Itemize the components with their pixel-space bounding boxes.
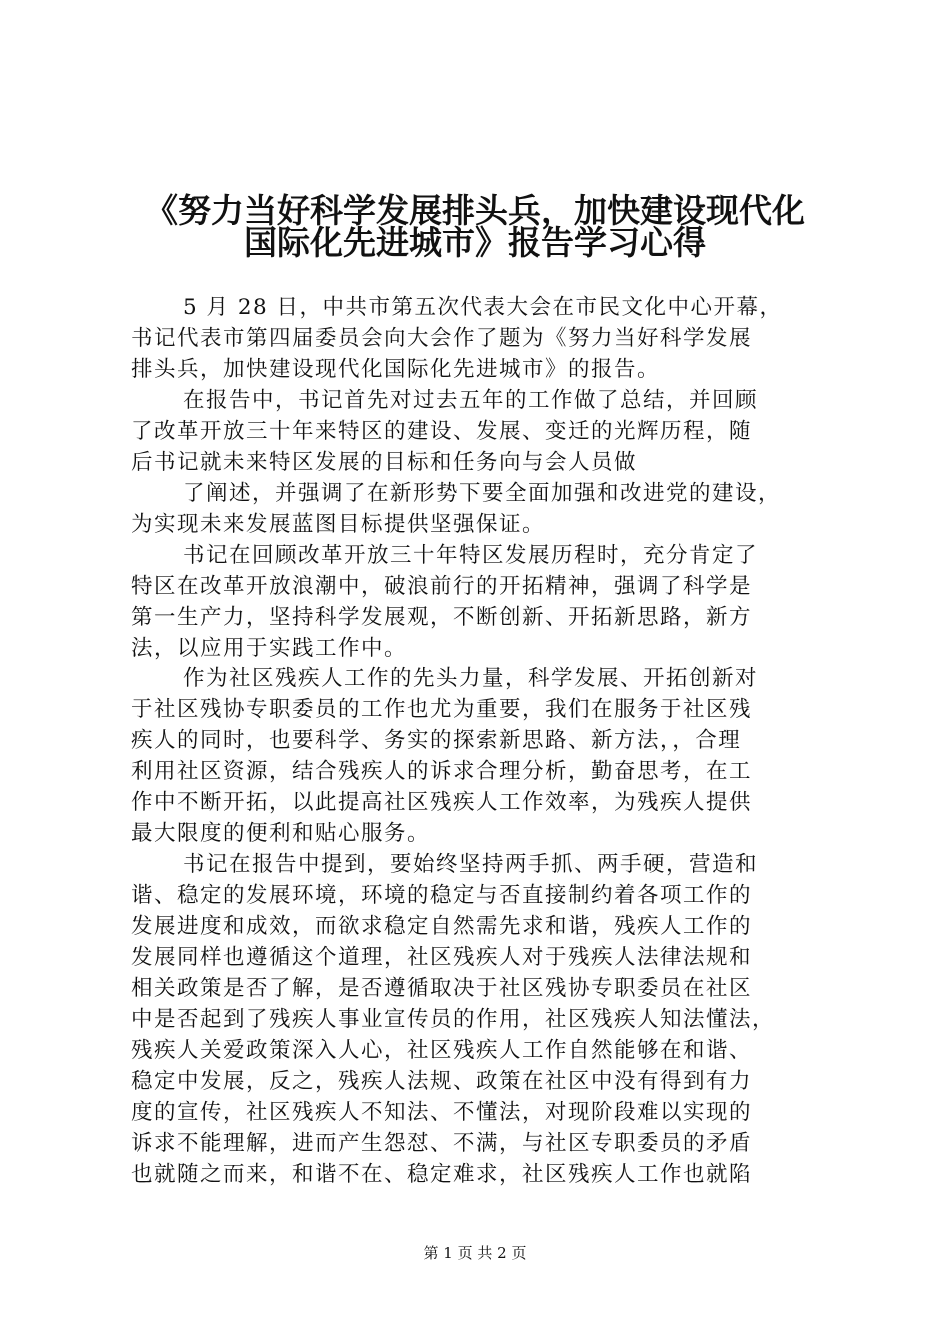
body-line: 残疾人关爱政策深入人心，社区残疾人工作自然能够在和谐、 [131, 1038, 753, 1063]
body-line: 谐、稳定的发展环境，环境的稳定与否直接制约着各项工作的 [131, 883, 753, 908]
page-footer: 第 1 页 共 2 页 [423, 1244, 527, 1262]
body-line: 度的宣传，社区残疾人不知法、不懂法，对现阶段难以实现的 [131, 1100, 753, 1125]
body-line: 最大限度的便利和贴心服务。 [131, 821, 431, 846]
body-line: 5 月 28 日，中共市第五次代表大会在市民文化中心开幕， [183, 295, 783, 320]
body-line: 疾人的同时，也要科学、务实的探索新思路、新方法，，合理 [131, 728, 742, 753]
body-line: 书记在回顾改革开放三十年特区发展历程时，充分肯定了 [183, 543, 759, 568]
body-line: 书记在报告中提到，要始终坚持两手抓、两手硬，营造和 [183, 852, 759, 877]
body-line: 了阐述，并强调了在新形势下要全面加强和改进党的建设， [183, 481, 782, 506]
body-line: 书记代表市第四届委员会向大会作了题为《努力当好科学发展 [131, 326, 753, 351]
body-line: 排头兵，加快建设现代化国际化先进城市》的报告。 [131, 357, 661, 382]
body-line: 法，以应用于实践工作中。 [131, 636, 408, 661]
body-line: 于社区残协专职委员的工作也尤为重要，我们在服务于社区残 [131, 697, 753, 722]
body-line: 发展同样也遵循这个道理，社区残疾人对于残疾人法律法规和 [131, 945, 753, 970]
body-line: 也就随之而来，和谐不在、稳定难求，社区残疾人工作也就陷 [131, 1162, 753, 1187]
body-line: 特区在改革开放浪潮中，破浪前行的开拓精神，强调了科学是 [131, 574, 753, 599]
body-line: 了改革开放三十年来特区的建设、发展、变迁的光辉历程，随 [131, 419, 753, 444]
body-line: 诉求不能理解，进而产生怨怼、不满，与社区专职委员的矛盾 [131, 1131, 753, 1156]
body-line: 第一生产力，坚持科学发展观，不断创新、开拓新思路，新方 [131, 605, 753, 630]
body-line: 为实现未来发展蓝图目标提供坚强保证。 [131, 512, 546, 537]
body-line: 发展进度和成效，而欲求稳定自然需先求和谐，残疾人工作的 [131, 914, 753, 939]
document-title-line-1: 《努力当好科学发展排头兵，加快建设现代化 [145, 191, 805, 230]
body-line: 利用社区资源，结合残疾人的诉求合理分析，勤奋思考，在工 [131, 759, 753, 784]
body-line: 作为社区残疾人工作的先头力量，科学发展、开拓创新对 [183, 666, 759, 691]
body-line: 稳定中发展，反之，残疾人法规、政策在社区中没有得到有力 [131, 1069, 753, 1094]
body-line: 中是否起到了残疾人事业宣传员的作用，社区残疾人知法懂法， [131, 1007, 776, 1032]
body-line: 在报告中，书记首先对过去五年的工作做了总结，并回顾 [183, 388, 759, 413]
body-line: 相关政策是否了解，是否遵循取决于社区残协专职委员在社区 [131, 976, 753, 1001]
body-line: 作中不断开拓，以此提高社区残疾人工作效率，为残疾人提供 [131, 790, 753, 815]
body-line: 后书记就未来特区发展的目标和任务向与会人员做 [131, 450, 638, 475]
document-title-line-2: 国际化先进城市》报告学习心得 [244, 223, 706, 262]
